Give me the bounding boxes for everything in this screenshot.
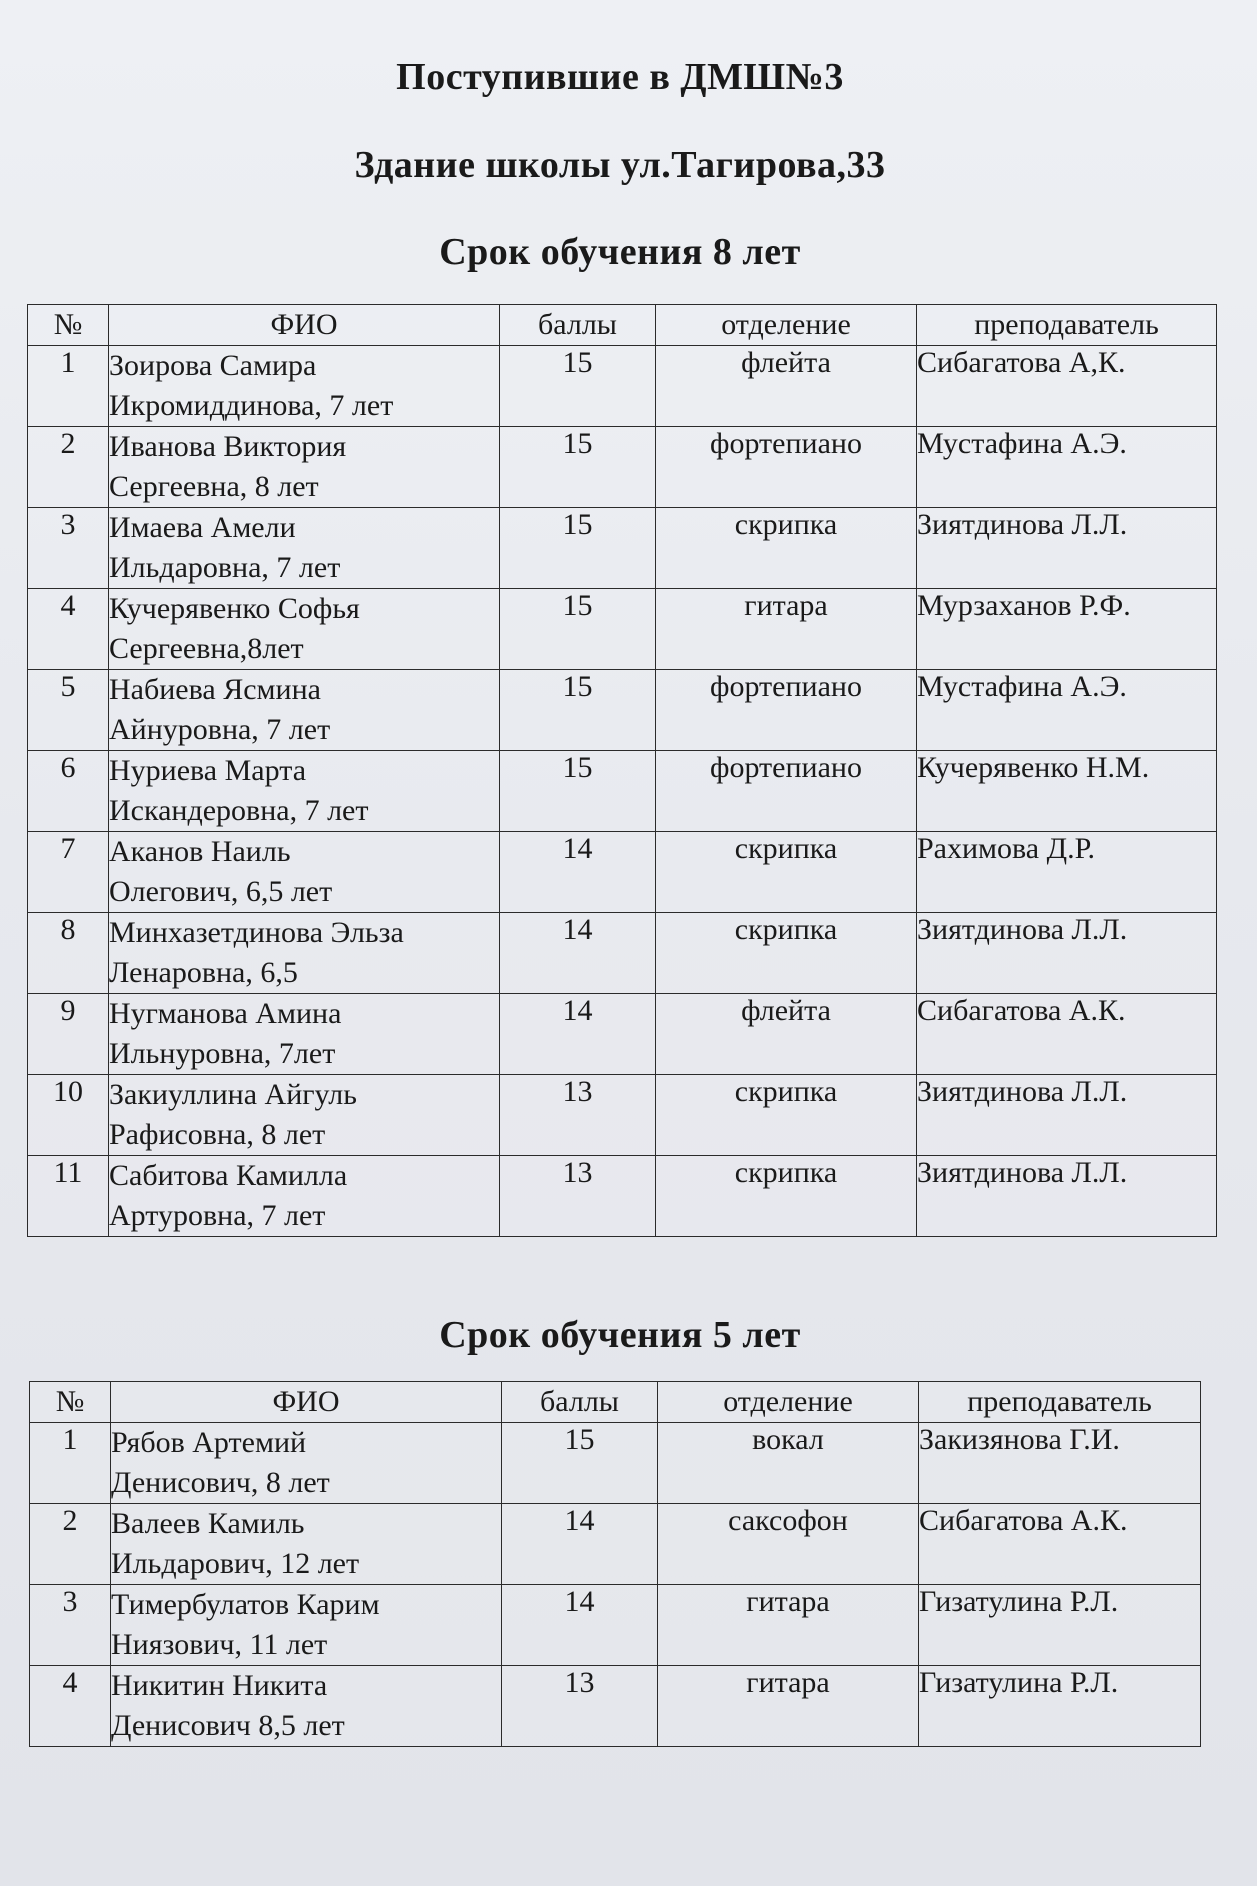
student-name-cell [109, 751, 500, 832]
header-score: баллы [500, 305, 656, 346]
student-name-line: Тимербулатов Карим [111, 1588, 380, 1621]
score-cell: 14 [502, 1585, 658, 1666]
student-name-line: Сергеевна,8лет [109, 632, 304, 665]
table-row [28, 1156, 1217, 1237]
score-cell: 14 [502, 1504, 658, 1585]
student-name-line: Валеев Камиль [111, 1507, 305, 1540]
student-name-line: Рябов Артемий [111, 1426, 307, 1459]
student-name-line: Ильдарович, 12 лет [111, 1547, 360, 1580]
teacher-cell: Закизянова Г.И. [919, 1423, 1201, 1504]
department-cell: флейта [656, 346, 917, 427]
student-name-line: Олегович, 6,5 лет [109, 875, 333, 908]
department-cell: скрипка [656, 1156, 917, 1237]
student-name-line: Ниязович, 11 лет [111, 1628, 328, 1661]
table-row [28, 913, 1217, 994]
table-row [28, 508, 1217, 589]
students-table-5-years [29, 1381, 1201, 1747]
score-cell: 15 [502, 1423, 658, 1504]
score-cell: 14 [500, 994, 656, 1075]
row-number: 6 [28, 751, 109, 832]
row-number: 3 [28, 508, 109, 589]
student-name-line: Кучерявенко Софья [109, 592, 360, 625]
student-name-line: Никитин Никита [111, 1669, 328, 1702]
score-cell: 14 [500, 913, 656, 994]
table-row [28, 994, 1217, 1075]
student-name-cell [109, 832, 500, 913]
score-cell: 14 [500, 832, 656, 913]
row-number: 9 [28, 994, 109, 1075]
building-address: Здание школы ул.Тагирова,33 [354, 144, 886, 186]
student-name-cell [111, 1504, 502, 1585]
teacher-cell: Рахимова Д.Р. [917, 832, 1217, 913]
document-title: Поступившие в ДМШ№3 [396, 56, 844, 98]
student-name-line: Искандеровна, 7 лет [109, 794, 369, 827]
student-name-line: Ленаровна, 6,5 [109, 956, 298, 989]
student-name-cell [109, 427, 500, 508]
table-row [28, 832, 1217, 913]
header-num: № [28, 305, 109, 346]
student-name-line: Закиуллина Айгуль [109, 1078, 357, 1111]
table-row [28, 346, 1217, 427]
student-name-line: Аканов Наиль [109, 835, 291, 868]
teacher-cell: Сибагатова А.К. [917, 994, 1217, 1075]
table-row [30, 1423, 1201, 1504]
department-cell: скрипка [656, 832, 917, 913]
header-department: отделение [658, 1382, 919, 1423]
department-cell: фортепиано [656, 751, 917, 832]
student-name-line: Иванова Виктория [109, 430, 347, 463]
section-title-5-years: Срок обучения 5 лет [439, 1314, 801, 1356]
teacher-cell: Зиятдинова Л.Л. [917, 508, 1217, 589]
student-name-line: Минхазетдинова Эльза [109, 916, 404, 949]
score-cell: 13 [500, 1156, 656, 1237]
student-name-line: Денисович 8,5 лет [111, 1709, 345, 1742]
teacher-cell: Кучерявенко Н.М. [917, 751, 1217, 832]
table-row [28, 589, 1217, 670]
department-cell: фортепиано [656, 670, 917, 751]
student-name-cell [111, 1585, 502, 1666]
row-number: 5 [28, 670, 109, 751]
row-number: 4 [30, 1666, 111, 1747]
student-name-line: Набиева Ясмина [109, 673, 321, 706]
student-name-line: Нугманова Амина [109, 997, 342, 1030]
teacher-cell: Сибагатова А.К. [919, 1504, 1201, 1585]
section-title-8-years: Срок обучения 8 лет [439, 231, 801, 273]
student-name-line: Артуровна, 7 лет [109, 1199, 326, 1232]
department-cell: вокал [658, 1423, 919, 1504]
teacher-cell: Гизатулина Р.Л. [919, 1585, 1201, 1666]
student-name-line: Сабитова Камилла [109, 1159, 348, 1192]
header-name: ФИО [111, 1382, 502, 1423]
row-number: 1 [28, 346, 109, 427]
teacher-cell: Зиятдинова Л.Л. [917, 913, 1217, 994]
row-number: 11 [28, 1156, 109, 1237]
row-number: 8 [28, 913, 109, 994]
teacher-cell: Гизатулина Р.Л. [919, 1666, 1201, 1747]
header-department: отделение [656, 305, 917, 346]
student-name-line: Денисович, 8 лет [111, 1466, 330, 1499]
teacher-cell: Мурзаханов Р.Ф. [917, 589, 1217, 670]
table-row [28, 751, 1217, 832]
student-name-line: Икромиддинова, 7 лет [109, 389, 394, 422]
department-cell: флейта [656, 994, 917, 1075]
student-name-line: Ильнуровна, 7лет [109, 1037, 336, 1070]
department-cell: фортепиано [656, 427, 917, 508]
department-cell: гитара [658, 1585, 919, 1666]
score-cell: 15 [500, 427, 656, 508]
student-name-cell [109, 1156, 500, 1237]
row-number: 7 [28, 832, 109, 913]
row-number: 3 [30, 1585, 111, 1666]
student-name-line: Нуриева Марта [109, 754, 307, 787]
student-name-line: Ильдаровна, 7 лет [109, 551, 341, 584]
row-number: 4 [28, 589, 109, 670]
department-cell: саксофон [658, 1504, 919, 1585]
score-cell: 15 [500, 670, 656, 751]
header-num: № [30, 1382, 111, 1423]
table-row [30, 1666, 1201, 1747]
score-cell: 13 [502, 1666, 658, 1747]
header-teacher: преподаватель [919, 1382, 1201, 1423]
teacher-cell: Зиятдинова Л.Л. [917, 1156, 1217, 1237]
teacher-cell: Сибагатова А,К. [917, 346, 1217, 427]
row-number: 2 [30, 1504, 111, 1585]
student-name-cell [109, 670, 500, 751]
score-cell: 15 [500, 346, 656, 427]
student-name-line: Айнуровна, 7 лет [109, 713, 331, 746]
row-number: 1 [30, 1423, 111, 1504]
students-table-8-years [27, 304, 1217, 1237]
header-name: ФИО [109, 305, 500, 346]
table-header-row [30, 1382, 1201, 1423]
row-number: 2 [28, 427, 109, 508]
header-score: баллы [502, 1382, 658, 1423]
student-name-cell [109, 589, 500, 670]
header-teacher: преподаватель [917, 305, 1217, 346]
department-cell: гитара [658, 1666, 919, 1747]
teacher-cell: Мустафина А.Э. [917, 670, 1217, 751]
table-row [28, 427, 1217, 508]
department-cell: скрипка [656, 1075, 917, 1156]
student-name-cell [111, 1666, 502, 1747]
score-cell: 13 [500, 1075, 656, 1156]
table-header-row [28, 305, 1217, 346]
table-row [30, 1585, 1201, 1666]
student-name-cell [109, 913, 500, 994]
student-name-cell [109, 1075, 500, 1156]
teacher-cell: Зиятдинова Л.Л. [917, 1075, 1217, 1156]
table-row [28, 670, 1217, 751]
student-name-line: Имаева Амели [109, 511, 296, 544]
department-cell: скрипка [656, 913, 917, 994]
score-cell: 15 [500, 589, 656, 670]
student-name-cell [109, 994, 500, 1075]
row-number: 10 [28, 1075, 109, 1156]
score-cell: 15 [500, 508, 656, 589]
student-name-cell [109, 508, 500, 589]
student-name-cell [109, 346, 500, 427]
student-name-line: Зоирова Самира [109, 349, 317, 382]
score-cell: 15 [500, 751, 656, 832]
table-row [30, 1504, 1201, 1585]
teacher-cell: Мустафина А.Э. [917, 427, 1217, 508]
student-name-cell [111, 1423, 502, 1504]
table-row [28, 1075, 1217, 1156]
student-name-line: Сергеевна, 8 лет [109, 470, 319, 503]
student-name-line: Рафисовна, 8 лет [109, 1118, 326, 1151]
department-cell: гитара [656, 589, 917, 670]
department-cell: скрипка [656, 508, 917, 589]
